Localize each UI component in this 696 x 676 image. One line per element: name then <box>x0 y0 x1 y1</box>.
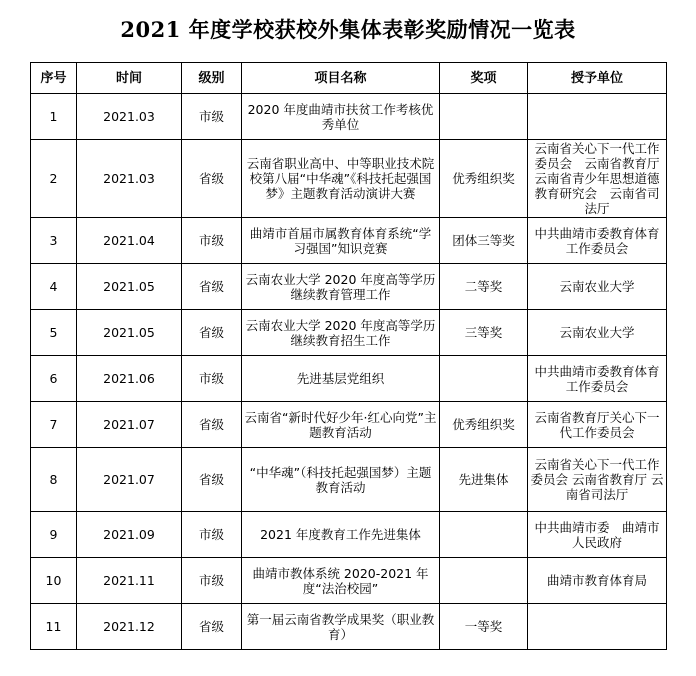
cell-project: 云南省职业高中、中等职业技术院校第八届“中华魂”《科技托起强国梦》主题教育活动演讲大赛 <box>242 140 440 218</box>
cell-award <box>440 94 528 140</box>
cell-no: 10 <box>31 558 77 604</box>
cell-award <box>440 558 528 604</box>
cell-grantor: 云南省关心下一代工作委员会 云南省教育厅 云南省青少年思想道德教育研究会 云南省司法厅 <box>528 140 667 218</box>
column-header-project: 项目名称 <box>242 63 440 94</box>
column-header-level: 级别 <box>182 63 242 94</box>
cell-grantor: 中共曲靖市委教育体育工作委员会 <box>528 356 667 402</box>
cell-award: 一等奖 <box>440 604 528 650</box>
cell-award <box>440 512 528 558</box>
cell-no: 2 <box>31 140 77 218</box>
cell-no: 4 <box>31 264 77 310</box>
cell-grantor: 云南农业大学 <box>528 264 667 310</box>
awards-table <box>30 62 673 650</box>
cell-project: 云南农业大学 2020 年度高等学历继续教育招生工作 <box>242 310 440 356</box>
cell-no: 3 <box>31 218 77 264</box>
cell-no: 9 <box>31 512 77 558</box>
cell-grantor: 云南省教育厅关心下一代工作委员会 <box>528 402 667 448</box>
cell-award: 优秀组织奖 <box>440 140 528 218</box>
cell-grantor: 云南省关心下一代工作委员会 云南省教育厅 云南省司法厅 <box>528 448 667 512</box>
cell-grantor: 中共曲靖市委 曲靖市人民政府 <box>528 512 667 558</box>
cell-level: 市级 <box>182 512 242 558</box>
cell-grantor <box>528 94 667 140</box>
cell-level: 省级 <box>182 448 242 512</box>
cell-award: 三等奖 <box>440 310 528 356</box>
cell-award <box>440 356 528 402</box>
cell-grantor: 云南农业大学 <box>528 310 667 356</box>
cell-date: 2021.05 <box>77 310 182 356</box>
cell-project: 先进基层党组织 <box>242 356 440 402</box>
table-row <box>31 402 667 448</box>
table-row <box>31 140 667 218</box>
column-header-award: 奖项 <box>440 63 528 94</box>
column-header-grantor: 授予单位 <box>528 63 667 94</box>
cell-project: 曲靖市教体系统 2020-2021 年度“法治校园” <box>242 558 440 604</box>
cell-level: 省级 <box>182 604 242 650</box>
cell-project: 2021 年度教育工作先进集体 <box>242 512 440 558</box>
cell-date: 2021.09 <box>77 512 182 558</box>
cell-level: 省级 <box>182 264 242 310</box>
cell-project: 曲靖市首届市属教育体育系统“学习强国”知识竞赛 <box>242 218 440 264</box>
table-row <box>31 310 667 356</box>
cell-date: 2021.03 <box>77 94 182 140</box>
table-row <box>31 264 667 310</box>
column-header-date: 时间 <box>77 63 182 94</box>
cell-date: 2021.07 <box>77 448 182 512</box>
cell-level: 省级 <box>182 310 242 356</box>
table-row <box>31 218 667 264</box>
cell-project: 第一届云南省教学成果奖（职业教育） <box>242 604 440 650</box>
table-row <box>31 94 667 140</box>
cell-date: 2021.12 <box>77 604 182 650</box>
cell-no: 5 <box>31 310 77 356</box>
cell-award: 团体三等奖 <box>440 218 528 264</box>
cell-grantor: 中共曲靖市委教育体育工作委员会 <box>528 218 667 264</box>
cell-level: 省级 <box>182 140 242 218</box>
cell-level: 市级 <box>182 218 242 264</box>
cell-award: 优秀组织奖 <box>440 402 528 448</box>
cell-date: 2021.07 <box>77 402 182 448</box>
cell-project: 云南省“新时代好少年·红心向党”主题教育活动 <box>242 402 440 448</box>
cell-project: “中华魂”（科技托起强国梦）主题教育活动 <box>242 448 440 512</box>
cell-date: 2021.05 <box>77 264 182 310</box>
cell-grantor <box>528 604 667 650</box>
cell-project: 云南农业大学 2020 年度高等学历继续教育管理工作 <box>242 264 440 310</box>
cell-no: 7 <box>31 402 77 448</box>
page-title: 2021 年度学校获校外集体表彰奖励情况一览表 <box>120 17 576 42</box>
cell-level: 市级 <box>182 94 242 140</box>
cell-grantor: 曲靖市教育体育局 <box>528 558 667 604</box>
cell-date: 2021.11 <box>77 558 182 604</box>
cell-date: 2021.04 <box>77 218 182 264</box>
header-row <box>31 63 667 94</box>
cell-project: 2020 年度曲靖市扶贫工作考核优秀单位 <box>242 94 440 140</box>
cell-no: 1 <box>31 94 77 140</box>
cell-date: 2021.03 <box>77 140 182 218</box>
cell-no: 8 <box>31 448 77 512</box>
table-row <box>31 448 667 512</box>
cell-award: 先进集体 <box>440 448 528 512</box>
cell-level: 市级 <box>182 356 242 402</box>
cell-date: 2021.06 <box>77 356 182 402</box>
table-row <box>31 356 667 402</box>
cell-level: 省级 <box>182 402 242 448</box>
cell-no: 11 <box>31 604 77 650</box>
cell-no: 6 <box>31 356 77 402</box>
cell-award: 二等奖 <box>440 264 528 310</box>
column-header-no: 序号 <box>31 63 77 94</box>
table-row <box>31 604 667 650</box>
table-row <box>31 558 667 604</box>
cell-level: 市级 <box>182 558 242 604</box>
table-row <box>31 512 667 558</box>
